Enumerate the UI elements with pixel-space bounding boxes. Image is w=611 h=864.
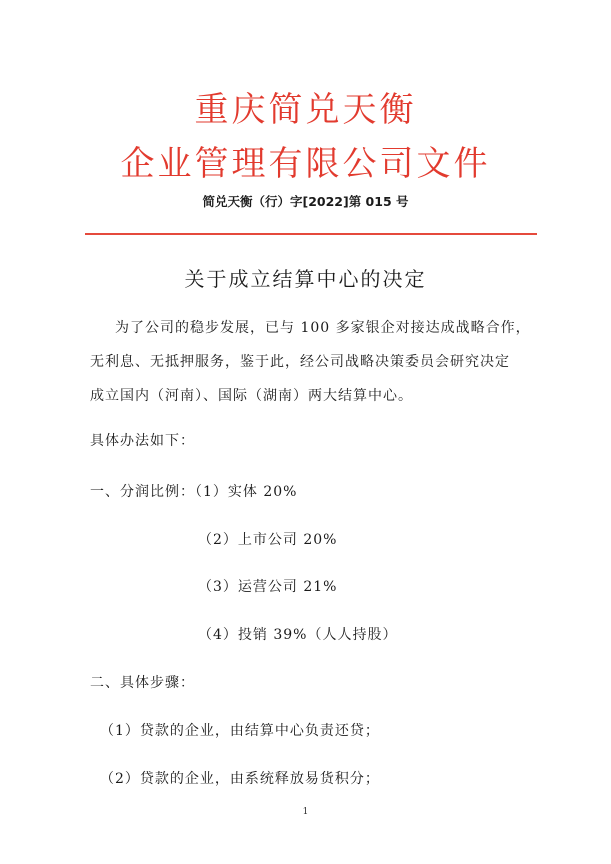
list-item: （4）投销 39%（人人持股） — [198, 627, 398, 643]
list-item: （1）贷款的企业，由结算中心负责还贷； — [100, 723, 380, 739]
document-number: 简兑天衡（行）字[2022]第 015 号 — [202, 194, 409, 209]
letterhead-red-divider — [85, 233, 537, 235]
list-item: （2）上市公司 20% — [198, 532, 338, 548]
paragraph-line: 无利息、无抵押服务，鉴于此，经公司战略决策委员会研究决定 — [90, 354, 510, 370]
list-item: （3）运营公司 21% — [198, 579, 338, 595]
list-item: 一、分润比例：（1）实体 20% — [90, 484, 298, 500]
page-number: 1 — [302, 807, 309, 817]
letterhead-company-line1: 重庆简兑天衡 — [194, 90, 417, 130]
section-heading: 二、具体步骤： — [90, 675, 195, 691]
letterhead-company-line2: 企业管理有限公司文件 — [120, 144, 491, 184]
paragraph-line: 成立国内（河南）、国际（湖南）两大结算中心。 — [90, 388, 413, 404]
paragraph-line: 为了公司的稳步发展，已与 100 多家银企对接达成战略合作， — [115, 320, 531, 336]
paragraph-line: 具体办法如下： — [90, 433, 195, 449]
list-item: （2）贷款的企业，由系统释放易货积分； — [100, 771, 380, 787]
document-title: 关于成立结算中心的决定 — [184, 267, 427, 291]
